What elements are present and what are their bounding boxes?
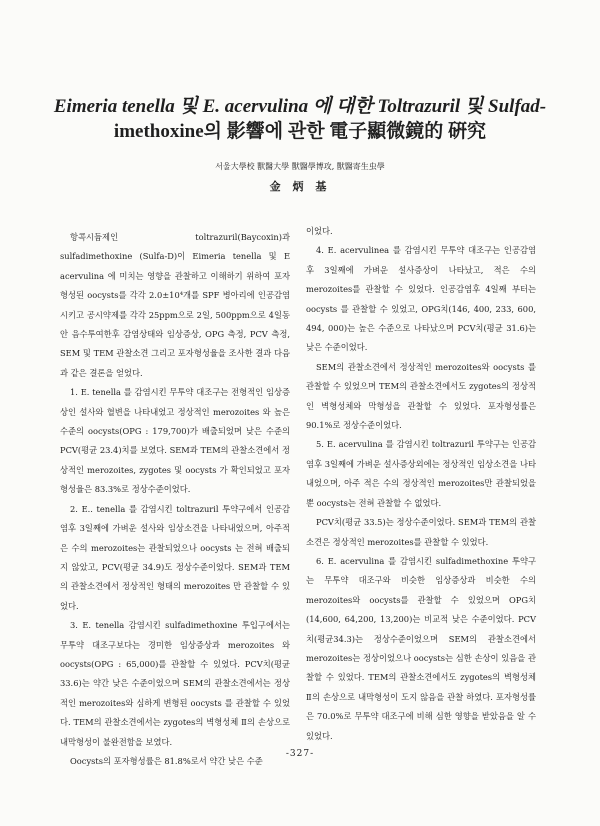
result-paragraph-4b: SEM의 관찰소견에서 정상적인 merozoites와 oocysts 를 관찰할 수 있었으며 TEM의 관찰소견에서도 zygotes의 정상적인 벽형성체와 막형성을 관찰할 수 있었다. 포자형성률은 90.1%로 정상수준이었다. [306,361,536,431]
result-paragraph-3: 3. E. tenella 감염시킨 sulfadimethoxine 투입구에서는 무투약 대조구보다는 경미한 임상증상과 merozoites 와 oocysts(OPG : 65,000)를 관찰할 수 있었다. PCV치(평균 33.6)는 약간 낮은 수준이었으며 SEM의 관찰소견에서는 정상적인 merozoites와 심하게 변형된 oocysts 를 관찰할 수 있었다. TEM의 관찰소견에서는 zygotes의 벽형성체 Ⅱ의 손상으로 내막형성이 불완전함을 보였다. [60,620,290,747]
page-number: -327- [285,749,315,759]
title-line-1: Eimeria tenella 및 E. acervulina 에 대한 Toltrazuril 및 Sulfad- [53,96,547,117]
result-paragraph-6: 6. E. acervulina 를 감염시킨 sulfadimethoxine 투약구는 무투약 대조구와 비슷한 임상증상과 비슷한 수의 merozoites와 oocysts를 관찰할 수 있었으며 OPG치(14,600, 64,200, 13,200)는 비교적 낮은 수준이었다. PCV치(평균34.3)는 정상수준이었으며 SEM의 관찰소견에서 merozoites는 정상이었으나 oocysts는 심한 손상이 있음을 관찰할 수 있었다. TEM의 관찰소견에서도 zygotes의 벽형성체 Ⅱ의 손상으로 내막형성이 도지 않음을 관찰 하였다. 포자형성률은 70.0%로 무투약 대조구에 비해 심한 영향을 받았음을 알 수 있었다. [306,555,536,741]
right-column [306,222,536,746]
result-paragraph-3-continued: Oocysts의 포자형성률은 81.8%로서 약간 낮은 수준 [70,755,263,766]
result-paragraph-5b: PCV치(평균 33.5)는 정상수준이었다. SEM과 TEM의 관찰소견은 정상적인 merozoites를 관찰할 수 있었다. [306,517,536,547]
result-paragraph-2: 2. E.. tenella 를 감염시킨 toltrazuril 투약구에서 인공감염후 3일째에 가벼운 설사와 임상소견을 나타내었으며, 아주적은 수의 merozoites는 관찰되었으나 oocysts 는 전혀 배출되지 않았고, PCV(평균 34.9)도 정상수준이었다. SEM과 TEM의 관찰소견에서 정상적인 형태의 merozoites 만 관찰할 수 있었다. [60,503,290,611]
continuation-text: 이었다. [306,226,333,236]
author-affiliation: 서울大學校 獸醫大學 獸醫學博攻, 獸醫寄生虫學 [215,162,385,171]
result-paragraph-1: 1. E. tenella 를 감염시킨 무투약 대조구는 전형적인 임상증상인 설사와 혈변을 나타내었고 정상적인 merozoites 와 높은 수준의 oocysts(OPG : 179,700)가 배출되었며 낮은 수준의 PCV(평균 23.4)치를 보였다. SEM과 TEM의 관찰소견에서 정상적인 merozoites, zygotes 및 oocysts 가 확인되었고 포자형성율은 83.3%로 정상수준이었다. [60,387,290,495]
abstract-paragraph: 항콕시듐제인 toltrazuril(Baycoxin)과 sulfadimethoxine (Sulfa-D)이 Eimeria tenella 및 E acervulina 에 미치는 영향을 관찰하고 이해하기 위하여 포자형성된 oocysts를 각각 2.0±10⁴개를 SPF 병아리에 인공감염시키고 공시약제를 각각 25ppm으로 2일, 500ppm으로 4일동안 음수투여한후 감염상태와 임상증상, OPG 측정, PCV 측정, SEM 및 TEM 관찰소견 그리고 포자형성율을 조사한 결과 다음과 같은 결론을 얻었다. [60,232,290,378]
title-line-2: imethoxine의 影響에 관한 電子顯微鏡的 硏究 [113,121,487,142]
result-paragraph-4: 4. E. acervulinea 를 감염시킨 무투약 대조구는 인공감염후 3일째에 가벼운 설사증상이 나타났고, 적은 수의 merozoites를 관찰할 수 있었다. 인공감염후 4일째 부터는 oocysts 를 관찰할 수 있었고, OPG치(146, 400, 233, 600, 494, 000)는 높은 수준으로 나타났으며 PCV치(평균 31.6)는 낮은 수준이었다. [306,245,536,353]
result-paragraph-5: 5. E. acervulina 를 감염시킨 toltrazuril 투약구는 인공감염후 3일째에 가벼운 설사증상외에는 정상적인 임상소견을 나타내었으며, 아주 적은 수의 정상적인 merozoites만 관찰되었을 뿐 oocysts는 전혀 관찰할 수 없었다. [306,439,536,508]
left-column [60,228,290,771]
author-name: 金 炳 基 [269,180,331,193]
paper-title [40,94,560,144]
